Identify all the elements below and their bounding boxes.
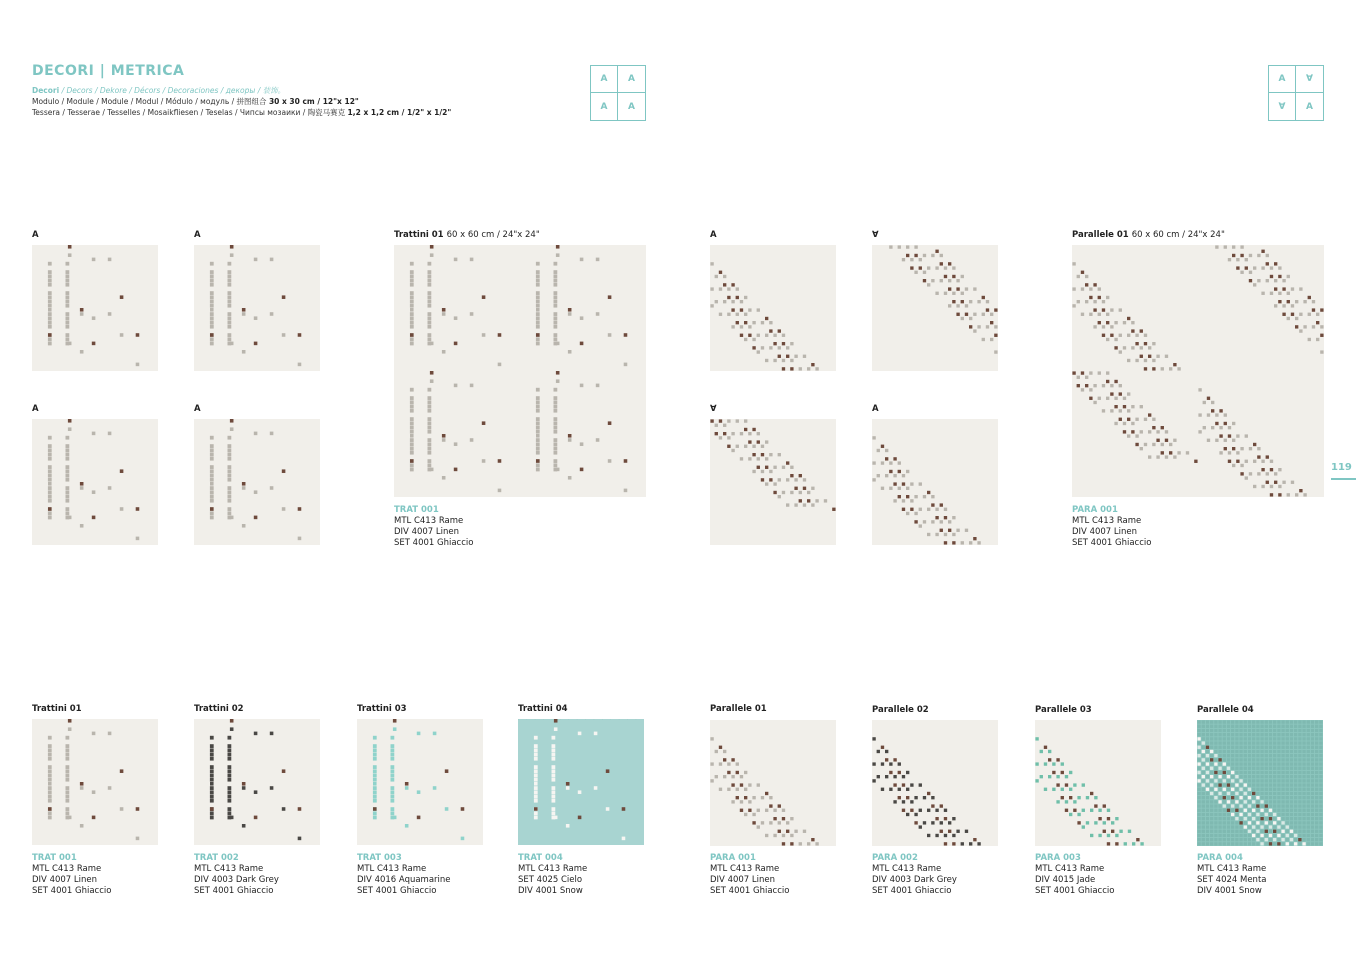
variant-label: Trattini 03: [357, 704, 407, 714]
variant-tile: [872, 720, 998, 846]
variant-caption: [872, 853, 957, 897]
parallele-module-tile: [710, 419, 836, 545]
material-line: SET 4001 Ghiaccio: [194, 886, 274, 896]
tessera-size: 1,2 x 1,2 cm / 1/2" x 1/2": [347, 108, 452, 117]
variant-label: Trattini 02: [194, 704, 244, 714]
orientation-cell: A: [618, 66, 645, 93]
page-title: DECORI | METRICA: [32, 63, 185, 79]
page-number-rule: [1331, 478, 1356, 480]
module-line: [32, 96, 359, 107]
trattini-module-tile: [32, 245, 158, 371]
orientation-cell: A: [591, 93, 618, 120]
module-orientation-label: A: [32, 404, 39, 414]
product-code: TRAT 001: [32, 853, 77, 863]
parallele-large-caption: [1072, 505, 1151, 549]
variant-tile: [710, 720, 836, 846]
product-code: PARA 003: [1035, 853, 1081, 863]
material-line: MTL C413 Rame: [518, 864, 588, 874]
variant-caption: [357, 853, 451, 897]
module-size: 30 x 30 cm / 12"x 12": [268, 97, 359, 106]
material-line: SET 4001 Ghiaccio: [710, 886, 790, 896]
variant-label: Parallele 02: [872, 705, 929, 715]
variant-tile: [1035, 720, 1161, 846]
variant-label: Parallele 01: [710, 704, 767, 714]
parallele-large-label: [1072, 230, 1225, 240]
material-line: MTL C413 Rame: [357, 864, 427, 874]
product-code: PARA 001: [1072, 505, 1118, 515]
material-line: SET 4001 Ghiaccio: [872, 886, 952, 896]
product-code: TRAT 002: [194, 853, 239, 863]
tessera-translations: Tessera / Tesserae / Tesselles / Mosaikfliesen / Teselas / Чипсы мозаики / 陶瓷马赛克: [32, 108, 348, 117]
trattini-large-tile: [394, 245, 646, 497]
variant-tile: [194, 719, 320, 845]
material-line: MTL C413 Rame: [872, 864, 942, 874]
material-line: DIV 4003 Dark Grey: [194, 875, 279, 885]
material-line: DIV 4007 Linen: [394, 527, 460, 537]
orientation-diagram-parallele: [1268, 65, 1324, 121]
material-line: SET 4025 Cielo: [518, 875, 583, 885]
orientation-cell: ∀: [1269, 93, 1296, 120]
variant-caption: [710, 853, 789, 897]
variant-label: Parallele 04: [1197, 705, 1254, 715]
product-code: TRAT 003: [357, 853, 402, 863]
module-orientation-label: A: [194, 230, 201, 240]
variant-caption: [1035, 853, 1114, 897]
material-line: DIV 4001 Snow: [1197, 886, 1262, 896]
material-line: DIV 4007 Linen: [1072, 527, 1138, 537]
material-line: MTL C413 Rame: [1035, 864, 1105, 874]
material-line: SET 4001 Ghiaccio: [32, 886, 112, 896]
module-orientation-label: ∀: [872, 230, 879, 240]
product-code: PARA 002: [872, 853, 918, 863]
variant-caption: [194, 853, 279, 897]
trattini-module-tile: [32, 419, 158, 545]
variant-caption: [32, 853, 111, 897]
variant-tile: [32, 719, 158, 845]
variant-tile: [518, 719, 644, 845]
trattini-large-caption: [394, 505, 473, 549]
material-line: DIV 4001 Snow: [518, 886, 583, 896]
orientation-cell: A: [1306, 101, 1313, 112]
trattini-large-size: 60 x 60 cm / 24"x 24": [446, 230, 540, 240]
variant-label: Trattini 01: [32, 704, 82, 714]
material-line: MTL C413 Rame: [194, 864, 264, 874]
orientation-cell: A: [1269, 66, 1296, 93]
material-line: MTL C413 Rame: [394, 516, 464, 526]
product-code: TRAT 001: [394, 505, 439, 515]
module-orientation-label: A: [872, 404, 879, 414]
material-line: SET 4001 Ghiaccio: [357, 886, 437, 896]
parallele-module-tile: [872, 245, 998, 371]
module-orientation-label: A: [194, 404, 201, 414]
material-line: MTL C413 Rame: [1197, 864, 1267, 874]
material-line: MTL C413 Rame: [1072, 516, 1142, 526]
parallele-large-name: Parallele 01: [1072, 230, 1129, 240]
trattini-large-label: [394, 230, 540, 240]
module-orientation-label: A: [710, 230, 717, 240]
variant-caption: [518, 853, 587, 897]
page-number: 119: [1331, 462, 1352, 473]
parallele-module-tile: [872, 419, 998, 545]
decor-translations: [32, 85, 285, 96]
product-code: TRAT 004: [518, 853, 563, 863]
material-line: MTL C413 Rame: [32, 864, 102, 874]
trattini-large-name: Trattini 01: [394, 230, 444, 240]
decor-translations-text: / Decors / Dekore / Décors / Decoraciones / декоры / 装饰。: [59, 86, 286, 95]
parallele-module-tile: [710, 245, 836, 371]
material-line: DIV 4007 Linen: [710, 875, 776, 885]
trattini-module-tile: [194, 245, 320, 371]
module-orientation-label: A: [32, 230, 39, 240]
material-line: SET 4001 Ghiaccio: [1072, 538, 1152, 548]
material-line: DIV 4015 Jade: [1035, 875, 1096, 885]
variant-tile: [1197, 720, 1323, 846]
material-line: MTL C413 Rame: [710, 864, 780, 874]
decor-word: Decori: [32, 86, 60, 95]
material-line: SET 4001 Ghiaccio: [394, 538, 474, 548]
variant-label: Trattini 04: [518, 704, 568, 714]
product-code: PARA 004: [1197, 853, 1243, 863]
material-line: SET 4024 Menta: [1197, 875, 1267, 885]
material-line: DIV 4003 Dark Grey: [872, 875, 957, 885]
orientation-diagram-trattini: [590, 65, 646, 121]
material-line: SET 4001 Ghiaccio: [1035, 886, 1115, 896]
parallele-large-size: 60 x 60 cm / 24"x 24": [1131, 230, 1225, 240]
parallele-large-tile: [1072, 245, 1324, 497]
variant-caption: [1197, 853, 1267, 897]
trattini-module-tile: [194, 419, 320, 545]
product-code: PARA 001: [710, 853, 756, 863]
variant-label: Parallele 03: [1035, 705, 1092, 715]
material-line: DIV 4016 Aquamarine: [357, 875, 451, 885]
orientation-cell: A: [591, 66, 618, 93]
tessera-line: [32, 107, 451, 118]
orientation-cell: A: [628, 101, 635, 112]
variant-tile: [357, 719, 483, 845]
module-translations: Modulo / Module / Module / Modul / Módulo / модуль / 拼图组合: [32, 97, 269, 106]
material-line: DIV 4007 Linen: [32, 875, 98, 885]
orientation-cell: ∀: [1296, 66, 1323, 93]
module-orientation-label: ∀: [710, 404, 717, 414]
